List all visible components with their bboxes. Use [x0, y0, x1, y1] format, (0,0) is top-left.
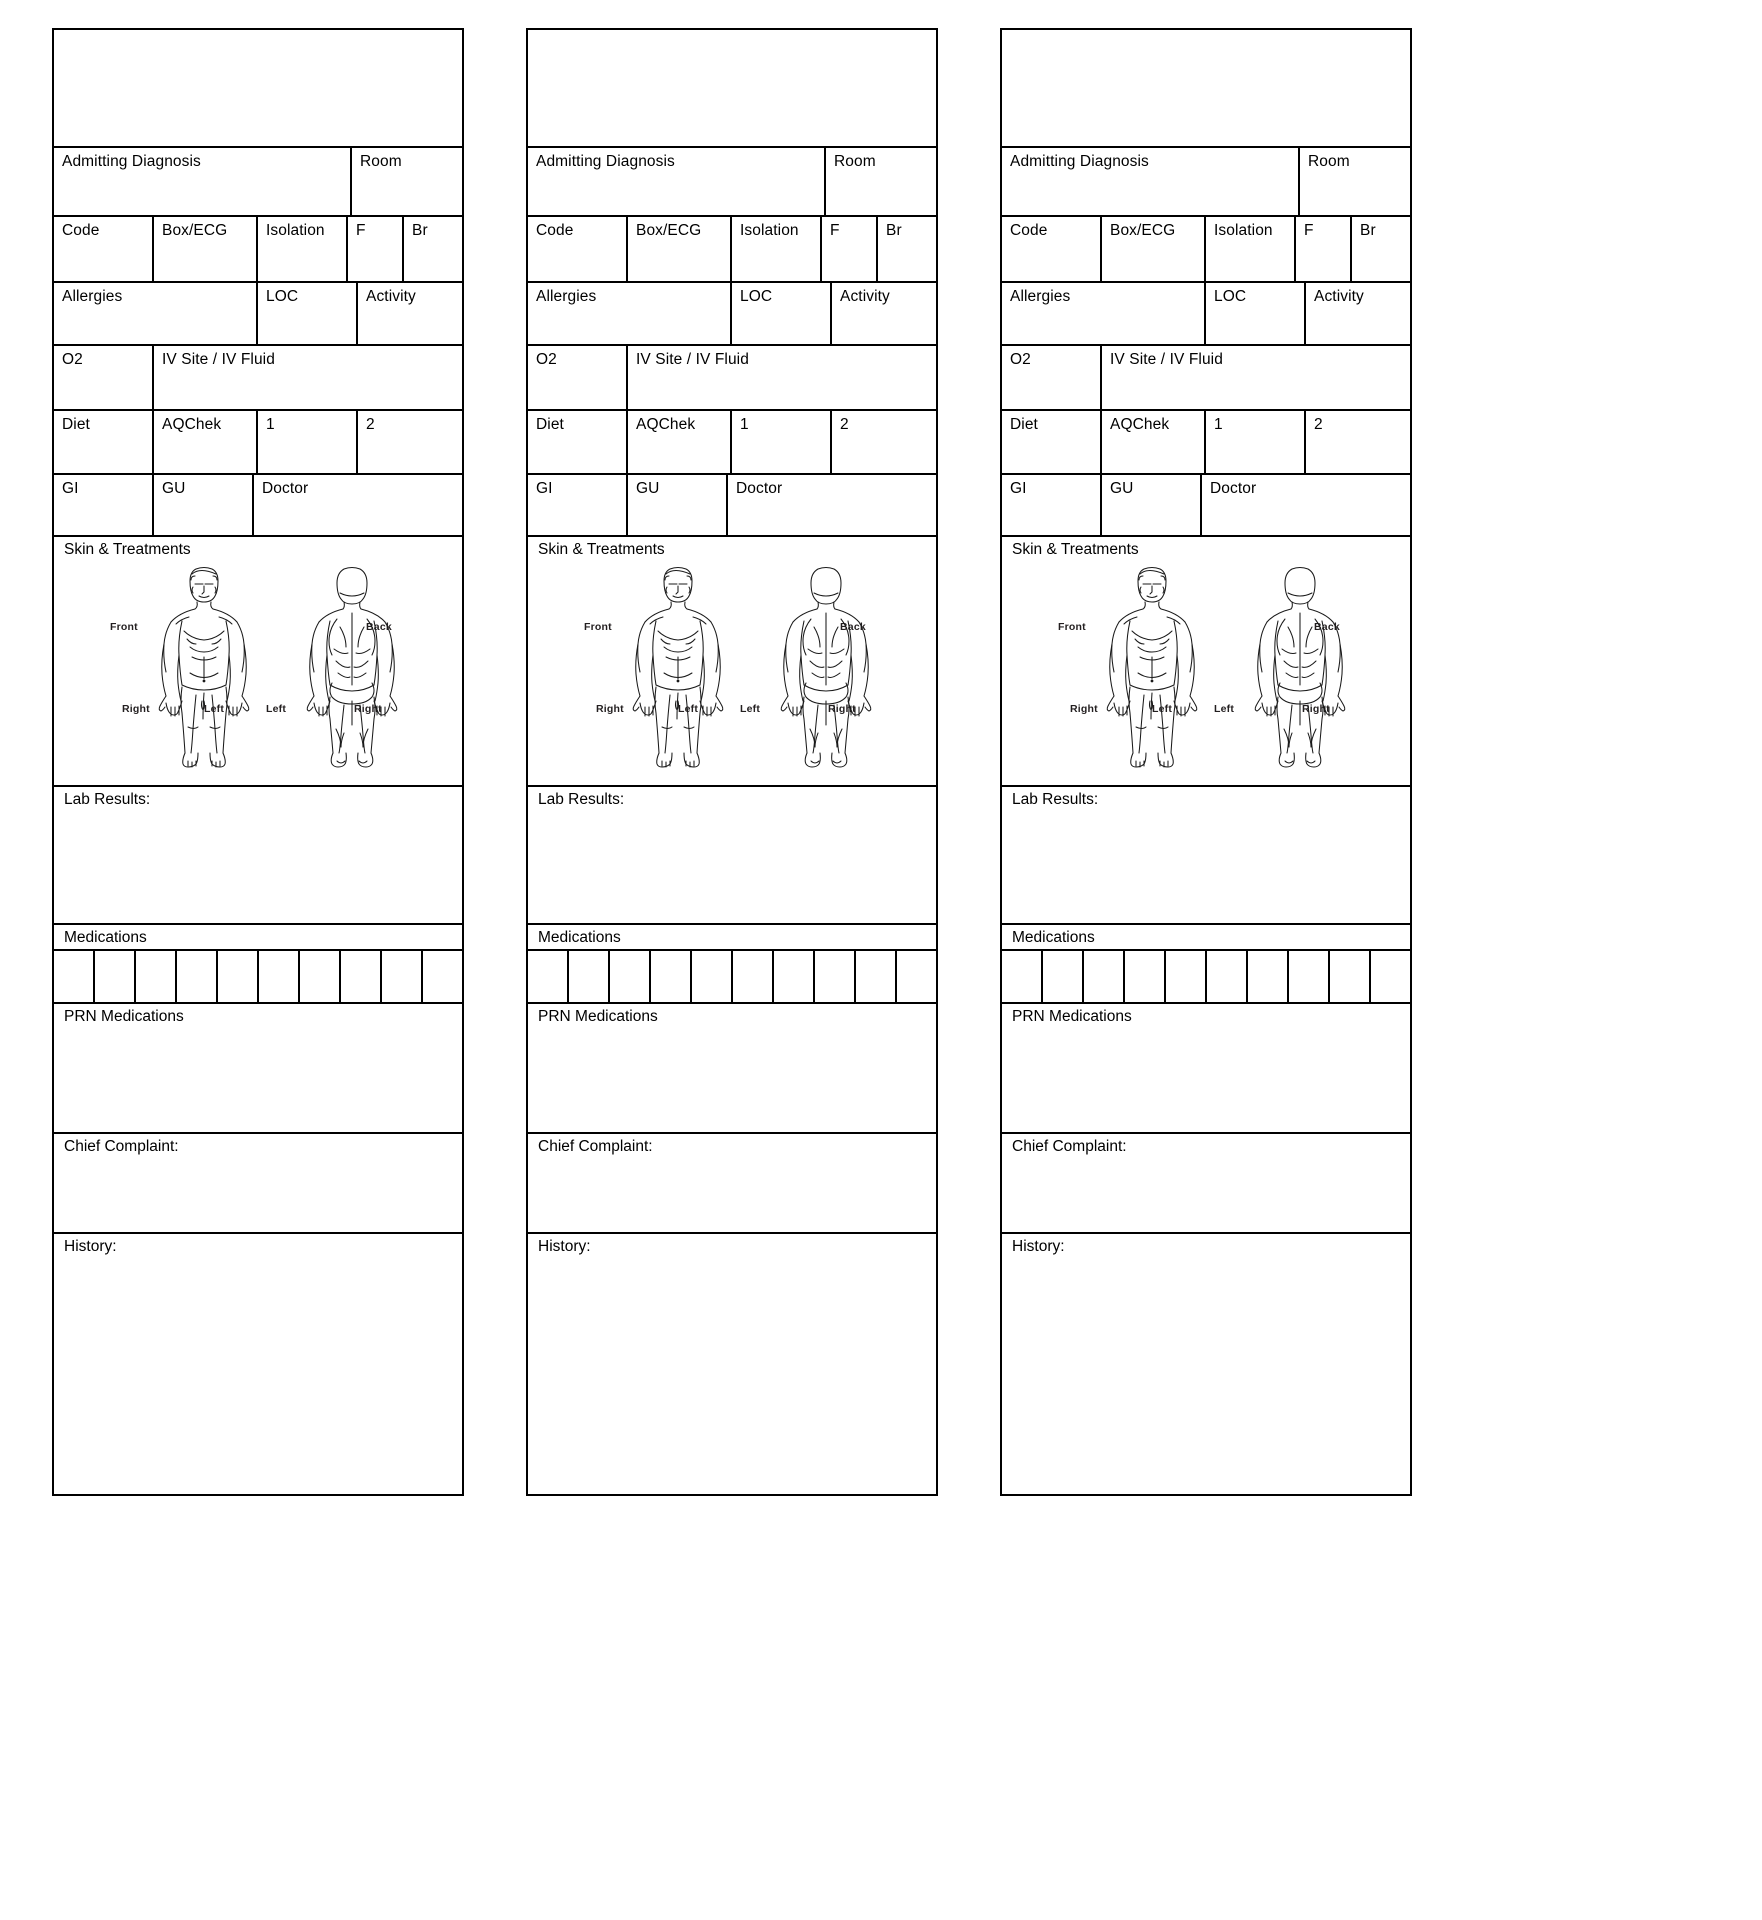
- row-chief-complaint[interactable]: [54, 1134, 462, 1234]
- field-aqchek-1[interactable]: 1: [1206, 411, 1306, 473]
- field-code[interactable]: Code: [1002, 217, 1102, 281]
- label-back-right: Right: [354, 702, 382, 715]
- row-gi: [528, 475, 936, 537]
- field-activity[interactable]: Activity: [840, 288, 890, 305]
- header-blank-area[interactable]: [54, 30, 462, 148]
- field-diet[interactable]: Diet: [1002, 411, 1102, 473]
- medication-box[interactable]: [1043, 951, 1084, 1002]
- field-loc[interactable]: LOC: [1206, 283, 1306, 344]
- row-skin-treatments[interactable]: [1002, 537, 1410, 787]
- row-history[interactable]: [1002, 1234, 1410, 1494]
- field-allergies[interactable]: Allergies: [54, 283, 258, 344]
- label-history: History:: [64, 1238, 117, 1255]
- medication-box[interactable]: [259, 951, 300, 1002]
- label-front-right: Right: [1070, 702, 1098, 715]
- label-back-right: Right: [828, 702, 856, 715]
- field-gu[interactable]: GU: [1102, 475, 1202, 535]
- field-aqchek[interactable]: AQChek: [628, 411, 732, 473]
- field-isolation[interactable]: Isolation: [732, 217, 822, 281]
- label-back-left: Left: [740, 702, 761, 715]
- medication-box[interactable]: [382, 951, 423, 1002]
- field-aqchek[interactable]: AQChek: [1102, 411, 1206, 473]
- medication-box[interactable]: [1002, 951, 1043, 1002]
- field-admitting-diagnosis[interactable]: Admitting Diagnosis: [528, 148, 826, 215]
- field-f[interactable]: F: [348, 217, 404, 281]
- row-allergies: [54, 283, 462, 346]
- label-back-right: Right: [1302, 702, 1330, 715]
- label-prn-medications: PRN Medications: [1012, 1008, 1132, 1025]
- medication-box[interactable]: [1084, 951, 1125, 1002]
- human-body-front-icon[interactable]: [1082, 561, 1222, 773]
- field-br[interactable]: Br: [1360, 222, 1376, 239]
- label-chief-complaint: Chief Complaint:: [64, 1138, 179, 1155]
- field-doctor[interactable]: Doctor: [1210, 480, 1257, 497]
- label-front-view: Front: [110, 620, 138, 633]
- field-o2[interactable]: O2: [1002, 346, 1102, 409]
- body-diagram-group: [1002, 561, 1410, 775]
- medication-box[interactable]: [610, 951, 651, 1002]
- field-box-ecg[interactable]: Box/ECG: [628, 217, 732, 281]
- label-front-right: Right: [122, 702, 150, 715]
- field-iv-site-fluid[interactable]: IV Site / IV Fluid: [162, 351, 275, 368]
- label-front-view: Front: [584, 620, 612, 633]
- label-lab-results: Lab Results:: [538, 791, 625, 808]
- label-back-view: Back: [1314, 620, 1340, 633]
- field-allergies[interactable]: Allergies: [1002, 283, 1206, 344]
- medication-box[interactable]: [1330, 951, 1371, 1002]
- row-o2: [528, 346, 936, 411]
- header-blank-area[interactable]: [1002, 30, 1410, 148]
- medication-box[interactable]: [341, 951, 382, 1002]
- medication-box[interactable]: [569, 951, 610, 1002]
- row-diet: [528, 411, 936, 475]
- label-skin-treatments: Skin & Treatments: [538, 541, 665, 558]
- field-isolation[interactable]: Isolation: [258, 217, 348, 281]
- field-gi[interactable]: GI: [528, 475, 628, 535]
- field-gu[interactable]: GU: [628, 475, 728, 535]
- field-loc[interactable]: LOC: [258, 283, 358, 344]
- medication-box[interactable]: [1248, 951, 1289, 1002]
- row-chief-complaint[interactable]: [1002, 1134, 1410, 1234]
- human-body-front-icon[interactable]: [608, 561, 748, 773]
- field-diet[interactable]: Diet: [54, 411, 154, 473]
- field-doctor[interactable]: Doctor: [736, 480, 783, 497]
- row-medications-label: [528, 925, 936, 951]
- row-prn-medications[interactable]: [528, 1004, 936, 1134]
- medication-box-grid: [528, 951, 936, 1004]
- row-chief-complaint[interactable]: [528, 1134, 936, 1234]
- row-gi: [54, 475, 462, 537]
- field-aqchek-2[interactable]: 2: [840, 416, 849, 433]
- header-blank-area[interactable]: [528, 30, 936, 148]
- medication-box[interactable]: [300, 951, 341, 1002]
- row-allergies: [528, 283, 936, 346]
- header-note-field[interactable]: [1002, 30, 1410, 146]
- field-o2[interactable]: O2: [54, 346, 154, 409]
- medication-box[interactable]: [774, 951, 815, 1002]
- field-o2[interactable]: O2: [528, 346, 628, 409]
- field-aqchek-2[interactable]: 2: [366, 416, 375, 433]
- label-front-left: Left: [1152, 702, 1173, 715]
- field-activity[interactable]: Activity: [366, 288, 416, 305]
- field-aqchek-1[interactable]: 1: [732, 411, 832, 473]
- row-prn-medications[interactable]: [54, 1004, 462, 1134]
- human-body-back-icon[interactable]: [282, 561, 422, 773]
- row-history[interactable]: [528, 1234, 936, 1494]
- row-medications-label: [54, 925, 462, 951]
- field-iv-site-fluid[interactable]: IV Site / IV Fluid: [1110, 351, 1223, 368]
- report-card: [1000, 28, 1412, 1496]
- label-medications: Medications: [538, 929, 621, 946]
- human-body-back-icon[interactable]: [756, 561, 896, 773]
- label-lab-results: Lab Results:: [1012, 791, 1099, 808]
- body-diagram-group: [528, 561, 936, 775]
- field-f[interactable]: F: [1296, 217, 1352, 281]
- label-prn-medications: PRN Medications: [64, 1008, 184, 1025]
- field-diet[interactable]: Diet: [528, 411, 628, 473]
- body-diagram-group: [54, 561, 462, 775]
- field-admitting-diagnosis[interactable]: Admitting Diagnosis: [54, 148, 352, 215]
- row-admitting-diagnosis: [1002, 148, 1410, 217]
- report-card: [52, 28, 464, 1496]
- medication-box-grid: [54, 951, 462, 1004]
- field-aqchek-1[interactable]: 1: [258, 411, 358, 473]
- label-skin-treatments: Skin & Treatments: [64, 541, 191, 558]
- field-admitting-diagnosis[interactable]: Admitting Diagnosis: [1002, 148, 1300, 215]
- field-iv-site-fluid[interactable]: IV Site / IV Fluid: [636, 351, 749, 368]
- label-history: History:: [538, 1238, 591, 1255]
- header-note-field[interactable]: [54, 30, 462, 146]
- medication-box[interactable]: [218, 951, 259, 1002]
- row-code: [1002, 217, 1410, 283]
- medication-box[interactable]: [651, 951, 692, 1002]
- label-medications: Medications: [1012, 929, 1095, 946]
- field-allergies[interactable]: Allergies: [528, 283, 732, 344]
- row-diet: [54, 411, 462, 475]
- label-front-left: Left: [678, 702, 699, 715]
- field-aqchek-2[interactable]: 2: [1314, 416, 1323, 433]
- human-body-front-icon[interactable]: [134, 561, 274, 773]
- row-allergies: [1002, 283, 1410, 346]
- label-chief-complaint: Chief Complaint:: [538, 1138, 653, 1155]
- field-box-ecg[interactable]: Box/ECG: [1102, 217, 1206, 281]
- row-o2: [54, 346, 462, 411]
- field-room[interactable]: Room: [1308, 153, 1350, 170]
- medication-box[interactable]: [897, 951, 936, 1002]
- row-history[interactable]: [54, 1234, 462, 1494]
- row-lab-results[interactable]: [528, 787, 936, 925]
- field-code[interactable]: Code: [528, 217, 628, 281]
- medication-box[interactable]: [856, 951, 897, 1002]
- row-o2: [1002, 346, 1410, 411]
- row-skin-treatments[interactable]: [54, 537, 462, 787]
- report-card: [526, 28, 938, 1496]
- medication-box[interactable]: [1371, 951, 1410, 1002]
- row-prn-medications[interactable]: [1002, 1004, 1410, 1134]
- field-code[interactable]: Code: [54, 217, 154, 281]
- label-lab-results: Lab Results:: [64, 791, 151, 808]
- field-room[interactable]: Room: [360, 153, 402, 170]
- field-gu[interactable]: GU: [154, 475, 254, 535]
- medication-box[interactable]: [1289, 951, 1330, 1002]
- label-back-left: Left: [1214, 702, 1235, 715]
- label-back-view: Back: [840, 620, 866, 633]
- header-note-field[interactable]: [528, 30, 936, 146]
- field-aqchek[interactable]: AQChek: [154, 411, 258, 473]
- field-loc[interactable]: LOC: [732, 283, 832, 344]
- label-prn-medications: PRN Medications: [538, 1008, 658, 1025]
- medication-box[interactable]: [692, 951, 733, 1002]
- label-medications: Medications: [64, 929, 147, 946]
- label-front-view: Front: [1058, 620, 1086, 633]
- label-chief-complaint: Chief Complaint:: [1012, 1138, 1127, 1155]
- field-doctor[interactable]: Doctor: [262, 480, 309, 497]
- medication-box[interactable]: [54, 951, 95, 1002]
- field-f[interactable]: F: [822, 217, 878, 281]
- medication-box[interactable]: [423, 951, 462, 1002]
- row-code: [54, 217, 462, 283]
- field-br[interactable]: Br: [886, 222, 902, 239]
- human-body-back-icon[interactable]: [1230, 561, 1370, 773]
- row-admitting-diagnosis: [54, 148, 462, 217]
- label-front-left: Left: [204, 702, 225, 715]
- field-activity[interactable]: Activity: [1314, 288, 1364, 305]
- field-room[interactable]: Room: [834, 153, 876, 170]
- medication-box[interactable]: [1207, 951, 1248, 1002]
- label-history: History:: [1012, 1238, 1065, 1255]
- field-br[interactable]: Br: [412, 222, 428, 239]
- field-gi[interactable]: GI: [54, 475, 154, 535]
- row-skin-treatments[interactable]: [528, 537, 936, 787]
- medication-box[interactable]: [136, 951, 177, 1002]
- medication-box[interactable]: [177, 951, 218, 1002]
- row-admitting-diagnosis: [528, 148, 936, 217]
- row-gi: [1002, 475, 1410, 537]
- label-skin-treatments: Skin & Treatments: [1012, 541, 1139, 558]
- label-back-left: Left: [266, 702, 287, 715]
- field-box-ecg[interactable]: Box/ECG: [154, 217, 258, 281]
- row-diet: [1002, 411, 1410, 475]
- label-back-view: Back: [366, 620, 392, 633]
- medication-box[interactable]: [1166, 951, 1207, 1002]
- medication-box[interactable]: [733, 951, 774, 1002]
- medication-box-grid: [1002, 951, 1410, 1004]
- medication-box[interactable]: [1125, 951, 1166, 1002]
- medication-box[interactable]: [95, 951, 136, 1002]
- field-isolation[interactable]: Isolation: [1206, 217, 1296, 281]
- medication-box[interactable]: [528, 951, 569, 1002]
- medication-box[interactable]: [815, 951, 856, 1002]
- row-lab-results[interactable]: [54, 787, 462, 925]
- field-gi[interactable]: GI: [1002, 475, 1102, 535]
- row-lab-results[interactable]: [1002, 787, 1410, 925]
- row-code: [528, 217, 936, 283]
- label-front-right: Right: [596, 702, 624, 715]
- row-medications-label: [1002, 925, 1410, 951]
